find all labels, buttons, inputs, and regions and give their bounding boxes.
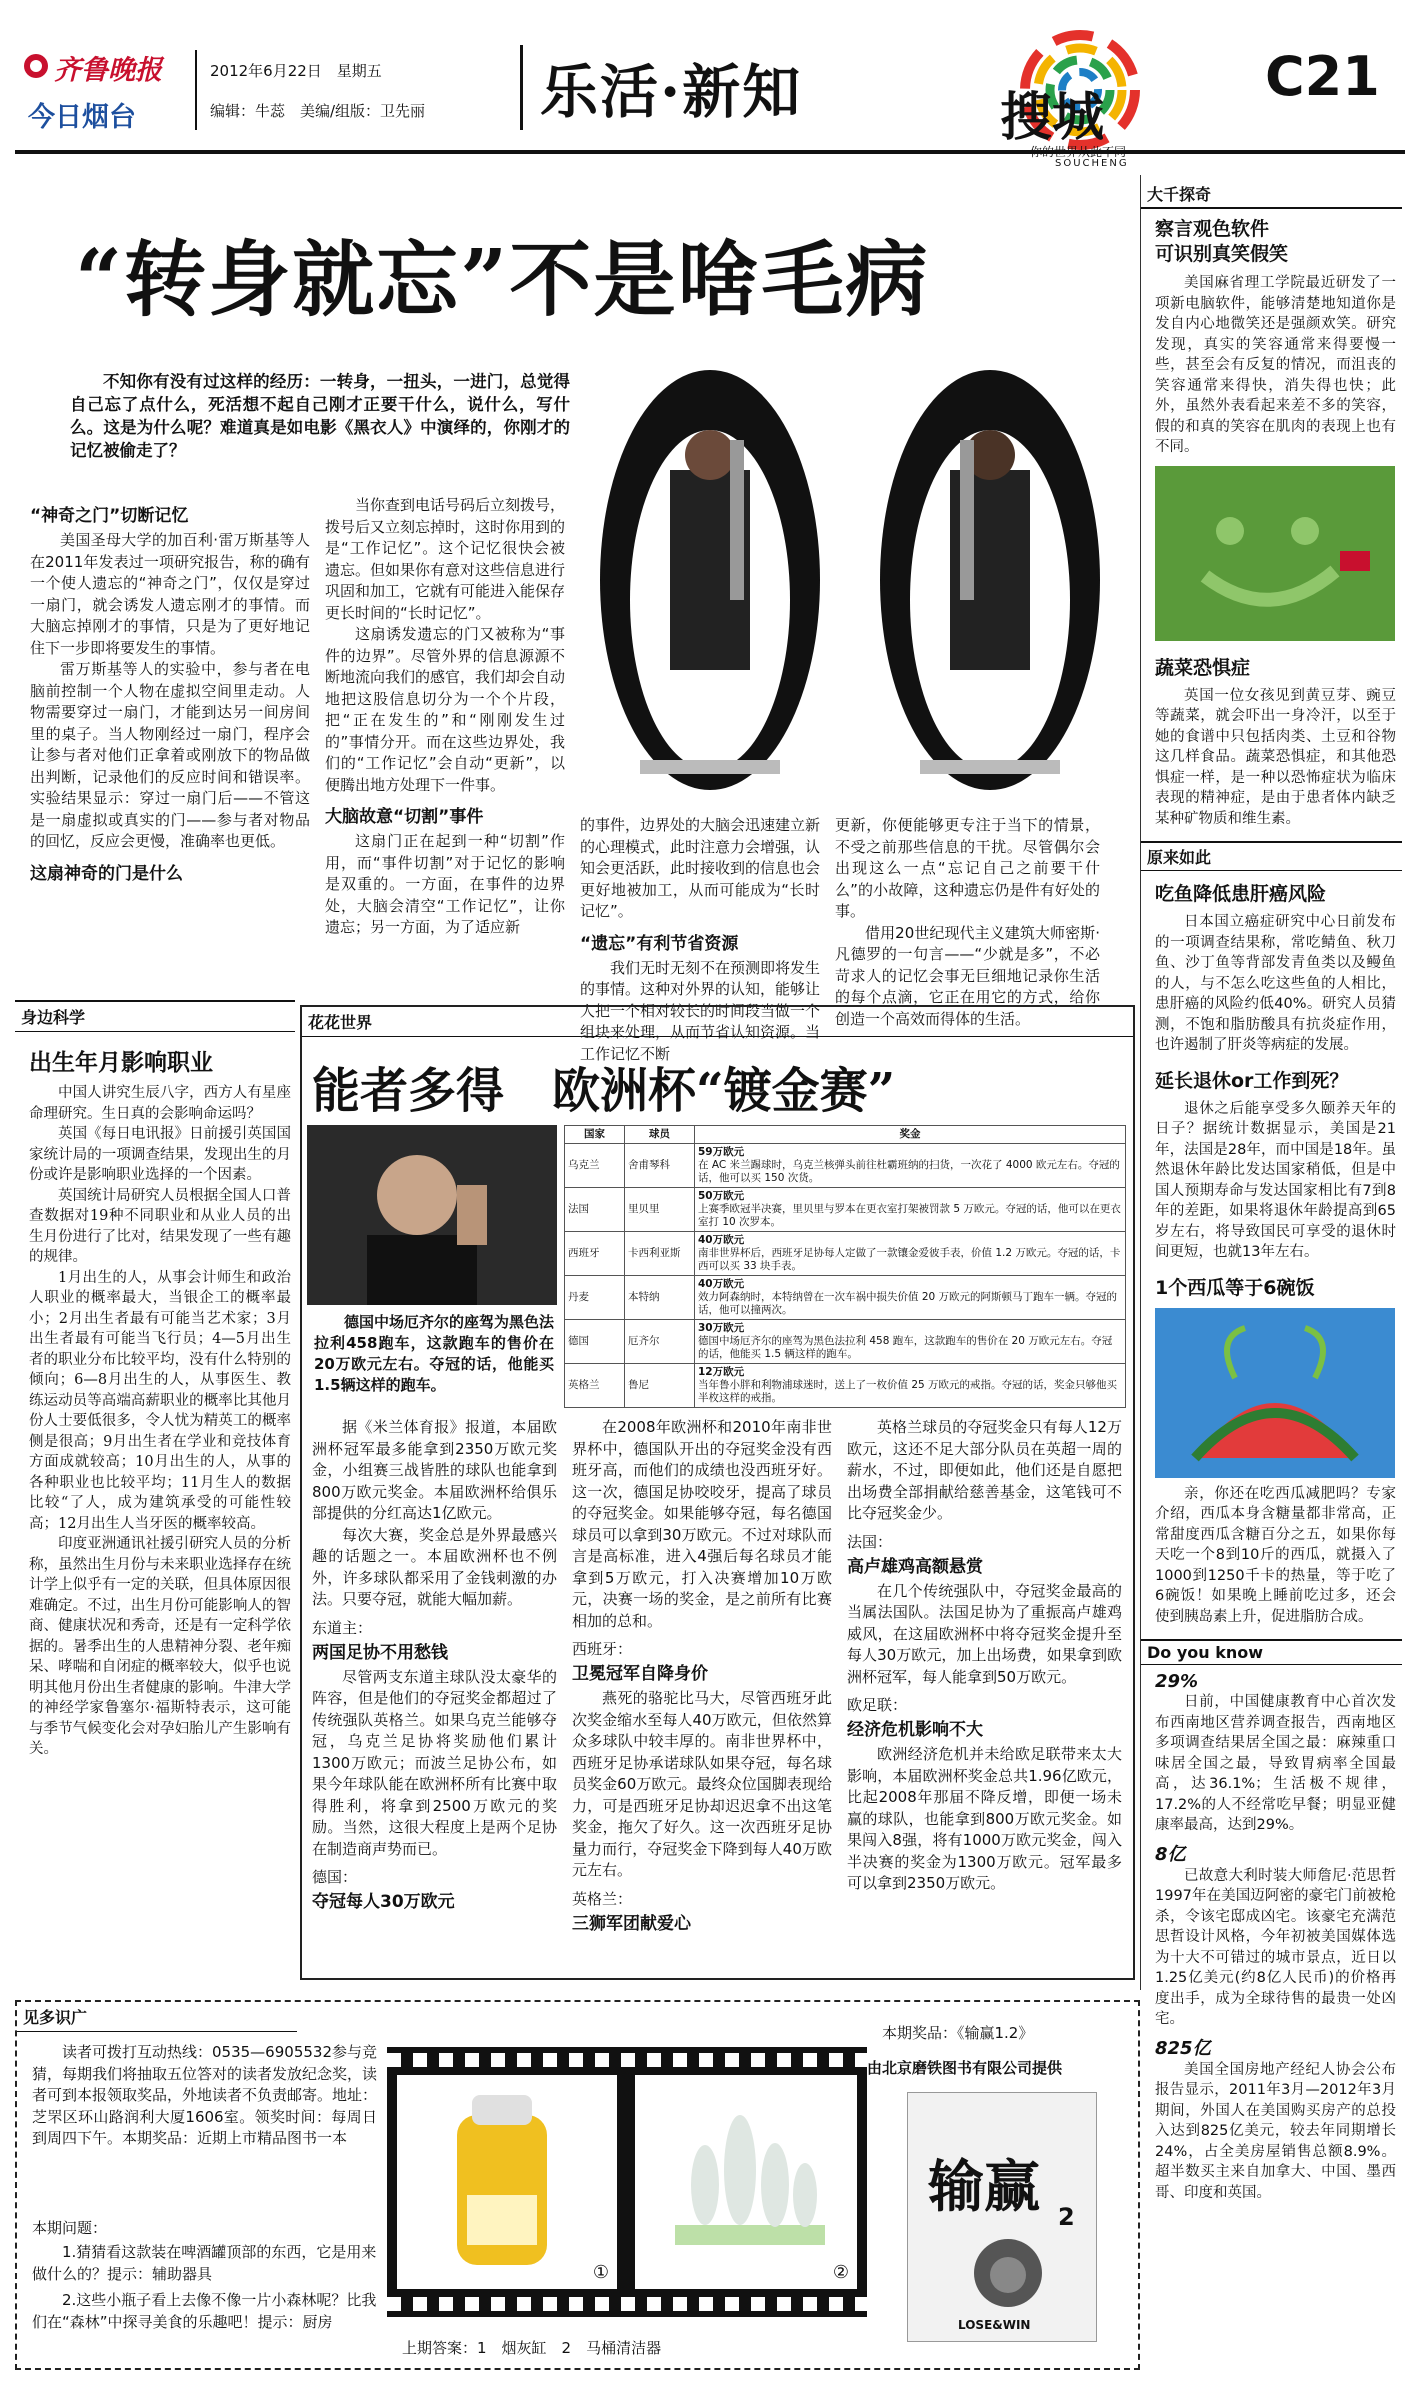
cell-player: 里贝里 bbox=[625, 1188, 695, 1232]
subhead-kicker: 德国： bbox=[312, 1868, 358, 1886]
paragraph: 我们无时无刻不在预测即将发生的事情。这种对外界的认知，能够让人把一个相对较长的时间段当做一个组块来处理，从而节省认知资源。当工作记忆不断 bbox=[580, 958, 821, 1063]
subhead-magic-door: “神奇之门”切断记忆 bbox=[30, 506, 189, 526]
section-label bbox=[17, 2002, 297, 2032]
table-row bbox=[565, 1276, 1126, 1320]
table-row bbox=[565, 1320, 1126, 1364]
subhead: 三狮军团献爱心 bbox=[572, 1913, 691, 1934]
table-header: 球员 bbox=[625, 1126, 695, 1144]
section-label-text: 花花世界 bbox=[308, 1013, 373, 1032]
paragraph: 在几个传统强队中，夺冠奖金最高的当属法国队。法国足协为了重振高卢雄鸡威风，在这届欧洲杯中将夺冠奖金提升至每人30万欧元，加上出场费，如果拿到欧洲杯冠军，每人能拿到50万欧元。 bbox=[847, 1581, 1122, 1686]
masthead-bottom-rule bbox=[15, 150, 1405, 154]
bonus-note: 当年鲁小胖和利物浦球迷时，送上了一枚价值 25 万欧元的戒指。夺冠的话，奖金只够他买半枚这样的戒指。 bbox=[698, 1379, 1118, 1404]
cell-country: 法国 bbox=[565, 1188, 625, 1232]
euro-col-3 bbox=[847, 1417, 1122, 1895]
issue-editors: 编辑：牛蕊 美编/组版：卫先丽 bbox=[210, 102, 426, 120]
section-title: 乐活·新知 bbox=[540, 58, 803, 126]
cell-bonus bbox=[695, 1144, 1126, 1188]
subhead: 高卢雄鸡高额悬赏 bbox=[847, 1556, 983, 1577]
stat-number: 29% bbox=[1155, 1671, 1199, 1692]
prize-provider: 由北京磨铁图书有限公司提供 bbox=[867, 2059, 1063, 2077]
paragraph: 更新，你便能够更专注于当下的情景，不受之前那些信息的干扰。尽管偶尔会出现这么一点“忘记自己之前要干什么”的小故障，这种遗忘仍是件有好处的事。 bbox=[835, 816, 1100, 920]
bonus-amount: 12万欧元 bbox=[698, 1366, 745, 1378]
subhead: 两国足协不用愁钱 bbox=[312, 1642, 448, 1663]
bonus-amount: 30万欧元 bbox=[698, 1322, 745, 1334]
cell-bonus bbox=[695, 1188, 1126, 1232]
subhead-forget-saves: “遗忘”有利节省资源 bbox=[580, 933, 739, 954]
section-label-text: 原来如此 bbox=[1147, 848, 1212, 867]
subhead-brain-cut: 大脑故意“切割”事件 bbox=[325, 807, 484, 827]
bonus-amount: 59万欧元 bbox=[698, 1146, 745, 1158]
item-title: 1个西瓜等于6碗饭 bbox=[1155, 1276, 1315, 1299]
cell-player: 鲁尼 bbox=[625, 1364, 695, 1408]
cell-bonus bbox=[695, 1320, 1126, 1364]
table-header: 国家 bbox=[565, 1126, 625, 1144]
cell-bonus bbox=[695, 1232, 1126, 1276]
article-title: 出生年月影响职业 bbox=[29, 1050, 213, 1076]
lion-icon bbox=[968, 2233, 1048, 2313]
paragraph: 退休之后能享受多久颐养天年的日子？据统计数据显示，美国是21年，法国是28年，而中国是18年。虽然退休年龄比发达国家稍低，但是中国人预期寿命与发达国家相比有7到8年的差距，如果将退休年龄提高到65岁左右，将导致国民可享受的退休时间更短，也就13年左右。 bbox=[1155, 1100, 1396, 1260]
subhead-kicker: 欧足联： bbox=[847, 1696, 908, 1714]
subhead-kicker: 东道主： bbox=[312, 1618, 373, 1637]
cell-player: 舍甫琴科 bbox=[625, 1144, 695, 1188]
paragraph: 据《米兰体育报》报道，本届欧洲杯冠军最多能拿到2350万欧元奖金，小组赛三战皆胜的球队也能拿到800万欧元奖金。本届欧洲杯给俱乐部提供的分红高达1亿欧元。 bbox=[312, 1418, 557, 1522]
brand-name: 搜城 bbox=[1000, 88, 1105, 148]
film-holes-bottom bbox=[387, 2297, 867, 2311]
paper-logo bbox=[22, 48, 192, 88]
page-number: C21 bbox=[1265, 45, 1380, 108]
table-row bbox=[565, 1364, 1126, 1408]
cell-player: 卡西利亚斯 bbox=[625, 1232, 695, 1276]
ozil-photo bbox=[307, 1125, 557, 1305]
section-label-text: 见多识广 bbox=[23, 2008, 88, 2027]
paragraph: 欧洲经济危机并未给欧足联带来太大影响，本届欧洲杯奖金总共1.96亿欧元，比起2008年那届不降反增，即便一场未赢的球队，也能拿到800万欧元奖金。如果闯入8强，将有1000万欧元奖金，闯入半决赛的奖金为1300万欧元。冠军最多可以拿到2350万欧元。 bbox=[847, 1745, 1122, 1892]
book-title: 输赢 bbox=[928, 2154, 1040, 2220]
cell-country: 丹麦 bbox=[565, 1276, 625, 1320]
bonus-note: 效力阿森纳时，本特纳曾在一次车祸中损失价值 20 万欧元的阿斯顿马丁跑车一辆。夺冠的话，他可以撞两次。 bbox=[698, 1291, 1118, 1316]
main-col-4 bbox=[835, 815, 1100, 1030]
masthead-rule bbox=[195, 50, 197, 130]
bonus-amount: 50万欧元 bbox=[698, 1190, 745, 1202]
player-portrait-icon bbox=[307, 1125, 557, 1305]
subhead: 卫冕冠军自降身价 bbox=[572, 1664, 708, 1684]
paragraph: 日前，中国健康教育中心首次发布西南地区营养调查报告，西南地区多项调查结果居全国之最：麻辣重口味居全国之最，导致胃病率全国最高，达36.1%；生活极不规律，17.2%的人不经常吃早餐；明显亚健康率最高，达到29%。 bbox=[1155, 1694, 1396, 1833]
quiz-frame-2 bbox=[635, 2075, 857, 2289]
bonus-amount: 40万欧元 bbox=[698, 1278, 745, 1290]
ozil-caption: 德国中场厄齐尔的座驾为黑色法拉利458跑车，这款跑车的售价在20万欧元左右。夺冠的话，他能买1.5辆这样的跑车。 bbox=[314, 1313, 555, 1394]
paper-name: 齐鲁晚报 bbox=[54, 55, 162, 86]
paragraph: 亲，你还在吃西瓜减肥吗？专家介绍，西瓜本身含糖量都非常高，正常甜度西瓜含糖百分之五，如果你每天吃一个8到10斤的西瓜，就摄入了1000到1250千卡的热量，等于吃了6碗饭！如果晚上睡前吃过多，还会使到胰岛素上升，促进脂肪合成。 bbox=[1155, 1485, 1396, 1625]
quiz-intro: 读者可拨打互动热线：0535—6905532参与竞猜，每期我们将抽取五位答对的读者发放纪念奖，读者可到本报领取奖品，外地读者不负责邮寄。地址：芝罘区环山路润利大厦1606室。领奖时间：每周日到周四下午。本期奖品：近期上市精品图书一本 bbox=[32, 2043, 378, 2147]
bonus-amount: 40万欧元 bbox=[698, 1234, 745, 1246]
lead-paragraph: 不知你有没有过这样的经历：一转身，一扭头，一进门，总觉得自己忘了点什么，死活想不起自己刚才正要干什么，说什么，写什么。这是为什么呢？难道真是如电影《黑衣人》中演绎的，你刚才的记忆被偷走了？ bbox=[70, 372, 570, 460]
edition-name: 今日烟台 bbox=[28, 102, 136, 133]
section-label-text: Do you know bbox=[1147, 1643, 1264, 1662]
film-holes-top bbox=[387, 2053, 867, 2067]
paragraph: 燕死的骆驼比马大，尽管西班牙此次奖金缩水至每人40万欧元，但依然算众多球队中较丰厚的。南非世界杯中，西班牙足协承诺球队如果夺冠，每名球员奖金60万欧元。最终众位国脚表现给力，可是西班牙足协却迟迟拿不出这笔奖金，拖欠了好久。这一次西班牙足协量力而行，夺冠奖金下降到每人40万欧元左右。 bbox=[572, 1689, 832, 1879]
section-label-text: 大千探奇 bbox=[1147, 185, 1212, 204]
paragraph: 这扇诱发遗忘的门又被称为“事件的边界”。尽管外界的信息源源不断地流向我们的感官，我们却会自动地把这股信息切分为一个个片段，把“正在发生的”和“刚刚发生过的”事情分开。而在这些边界处，我们的“工作记忆”会自动“更新”，以便腾出地方处理下一件事。 bbox=[325, 625, 566, 794]
book-number: 2 bbox=[1058, 2203, 1075, 2231]
right-sidebar bbox=[1140, 175, 1402, 2201]
table-row bbox=[565, 1188, 1126, 1232]
cell-player: 本特纳 bbox=[625, 1276, 695, 1320]
quiz-box bbox=[15, 2000, 1140, 2370]
paragraph: 印度亚洲通讯社援引研究人员的分析称，虽然出生月份与未来职业选择存在统计学上似乎有一定的关联，但具体原因很难确定。不过，出生月份可能影响人的智商、健康状况和秀奇，还是有一定科学依据的。暑季出生的人患精神分裂、老年痴呆、哮喘和自闭症的概率较大，似乎也说明其他月份出生者健康的影响。牛津大学的神经学家鲁塞尔·福斯特表示，这可能与季节气候变化会对孕妇胎儿产生影响有关。 bbox=[29, 1536, 291, 1757]
paragraph: 借用20世纪现代主义建筑大师密斯·凡德罗的一句言——“少就是多”，不必苛求人的记忆会事无巨细地记录你生活的每个点滴，它正在用它的方式，给你创造一个高效而得体的生活。 bbox=[835, 923, 1100, 1028]
paragraph: 尽管两支东道主球队没太豪华的阵容，但是他们的夺冠奖金都超过了传统强队英格兰。如果乌克兰能够夺冠，乌克兰足协将奖励他们累计1300万欧元；而波兰足协公布，如果今年球队能在欧洲杯所有比赛中取得胜利，将拿到2500万欧元的奖励。当然，这很大程度上是两个足协在制造商声势而已。 bbox=[312, 1667, 557, 1858]
section-label-text: 身边科学 bbox=[21, 1008, 86, 1027]
cell-country: 德国 bbox=[565, 1320, 625, 1364]
table-row bbox=[565, 1232, 1126, 1276]
mib-photo bbox=[580, 330, 1120, 810]
paragraph: 1月出生的人，从事会计师生和政治人职业的概率最大，当银企工的概率最小；2月出生者最有可能当艺术家；3月出生者最有可能当飞行员；4—5月出生者的职业分布比较平均，没有什么特别的倾向；6—8月出生的人，从事医生、教练运动员等高端高薪职业的概率比其他月份人士要低很多，令人忧为精英工的概率侧是很高；9月出生者在学业和竞技体育方面成就较高；10月出生的人，从事的各种职业也比较平均；11月生人的数据比较“了人，成为建筑承受的可能性较高；12月出生人当牙医的概率较高。 bbox=[29, 1269, 291, 1532]
table-header: 奖金 bbox=[695, 1126, 1126, 1144]
cell-player: 厄齐尔 bbox=[625, 1320, 695, 1364]
subhead-kicker: 英格兰： bbox=[572, 1889, 633, 1908]
film-strip bbox=[387, 2047, 867, 2317]
bottle-forest-icon bbox=[635, 2075, 857, 2289]
paragraph: 每次大赛，奖金总是外界最感兴趣的话题之一。本届欧洲杯也不例外，许多球队都采用了金钱刺激的办法。只要夺冠，就能大幅加薪。 bbox=[312, 1525, 557, 1608]
section-label bbox=[1141, 180, 1402, 209]
item-title: 延长退休or工作到死？ bbox=[1155, 1069, 1349, 1092]
smiley-lawn-icon bbox=[1155, 466, 1395, 641]
section-label bbox=[15, 1000, 295, 1032]
lawn-smiley-photo bbox=[1155, 466, 1395, 641]
paragraph: 的事件，边界处的大脑会迅速建立新的心理模式，此时注意力会增强，认知会更活跃，此时接收到的信息也会更好地被加工，从而可能成为“长时记忆”。 bbox=[580, 816, 821, 920]
issue-date: 2012年6月22日 星期五 bbox=[210, 62, 382, 80]
cell-bonus bbox=[695, 1364, 1126, 1408]
subhead-kicker: 法国： bbox=[847, 1532, 893, 1551]
cell-bonus bbox=[695, 1276, 1126, 1320]
paragraph: 日本国立癌症研究中心日前发布的一项调查结果称，常吃鲭鱼、秋刀鱼、沙丁鱼等背部发青鱼类以及鳗鱼的人，与不怎么吃这些鱼的人相比，患肝癌的风险约低40%。研究人员猜测，不饱和脂肪酸具有抗炎症作用，也许遏制了肝炎等病症的发展。 bbox=[1155, 914, 1396, 1053]
bonus-note: 上赛季欧冠半决赛，里贝里与罗本在更衣室打架被罚款 5 万欧元。夺冠的话，他可以在更衣室打 10 次罗本。 bbox=[698, 1203, 1121, 1228]
beer-can-gadget-icon bbox=[397, 2075, 617, 2289]
bonus-table bbox=[564, 1125, 1126, 1408]
item-title: 吃鱼降低患肝癌风险 bbox=[1155, 883, 1327, 905]
quiz-frame-1 bbox=[397, 2075, 617, 2289]
section-label bbox=[1141, 1639, 1402, 1665]
paragraph: 雷万斯基等人的实验中，参与者在电脑前控制一个人物在虚拟空间里走动。人物需要穿过一扇门，才能到达另一间房间里的桌子。当人物刚经过一扇门，程序会让参与者对他们正拿着或刚放下的物品做出判断，记录他们的反应时间和错误率。实验结果显示：穿过一扇门后——不管这是一扇虚拟或真实的门——参与者对物品的回忆，反应会更慢，准确率也更低。 bbox=[30, 660, 310, 850]
quiz-question-1: 1.猜猜看这款装在啤酒罐顶部的东西，它是用来做什么的？提示：辅助器具 bbox=[32, 2243, 377, 2283]
euro-col-1 bbox=[312, 1417, 557, 1916]
paragraph: 当你查到电话号码后立刻拨号，拨号后又立刻忘掉时，这时你用到的是“工作记忆”。这个记忆很快会被遗忘。但如果你有意对这些信息进行巩固和加工，它就有可能进入能保存更长时间的“长时记忆”。 bbox=[325, 496, 566, 622]
stat-number: 825亿 bbox=[1155, 2037, 1211, 2059]
masthead bbox=[0, 0, 1417, 175]
paragraph: 在2008年欧洲杯和2010年南非世界杯中，德国队开出的夺冠奖金没有西班牙高，而他们的成绩也没西班牙好。这一次，德国足协咬咬牙，提高了球员的夺冠奖金。如果能够夺冠，每名德国球员可以拿到30万欧元。不过对球队而言是高标准，进入4强后每名球员才能拿到5万欧元，打入决赛增加10万欧元，决赛一场的奖金，是之前所有比赛相加的总和。 bbox=[572, 1418, 832, 1630]
paragraph: 美国麻省理工学院最近研发了一项新电脑软件，能够清楚地知道你是发自内心地微笑还是强颜欢笑。研究发现，真实的笑容通常来得要慢一些，甚至会有反复的情况，而沮丧的笑容通常来得快，消失得也快；此外，虽然外表看起来差不多的笑容，假的和真的笑容在肌肉的表现上也有不同。 bbox=[1155, 275, 1396, 455]
book-en-title: LOSE&WIN bbox=[958, 2318, 1031, 2332]
last-answer: 上期答案：1 烟灰缸 2 马桶清洁器 bbox=[402, 2339, 662, 2357]
cell-country: 乌克兰 bbox=[565, 1144, 625, 1188]
prize-label: 本期奖品：《输赢1.2》 bbox=[882, 2024, 1034, 2042]
headline: “转身就忘”不是啥毛病 bbox=[75, 232, 930, 328]
subhead-kicker: 西班牙： bbox=[572, 1640, 633, 1658]
paragraph: 英国一位女孩见到黄豆芽、豌豆等蔬菜，就会吓出一身冷汗，以至于她的食谱中只包括肉类、土豆和谷物这几样食品。蔬菜恐惧症，和其他恐惧症一样，是一种以恐怖症状为临床表现的精神症，是由于患者体内缺乏某种矿物质和维生素。 bbox=[1155, 687, 1396, 827]
item-title: 蔬菜恐惧症 bbox=[1155, 656, 1251, 679]
paragraph: 美国圣母大学的加百利·雷万斯基等人在2011年发表过一项研究报告，称的确有一个使人遗忘的“神奇之门”，仅仅是穿过一扇门，就会诱发人遗忘刚才的事情。而大脑忘掉刚才的事情，只是为了更好地记住下一步即将要发生的事情。 bbox=[30, 531, 310, 657]
bonus-note: 德国中场厄齐尔的座驾为黑色法拉利 458 跑车，这款跑车的售价在 20 万欧元左右。夺冠的话，他能买 1.5 辆这样的跑车。 bbox=[698, 1335, 1113, 1360]
paragraph: 英格兰球员的夺冠奖金只有每人12万欧元，这还不足大部分队员在英超一周的薪水，不过，即便如此，他们还是自愿把出场费全部捐献给慈善基金，这笔钱可不比夺冠奖金少。 bbox=[847, 1418, 1122, 1522]
left-sidebar bbox=[15, 1000, 295, 1990]
agents-in-egg-chairs-icon bbox=[580, 330, 1120, 810]
book-cover bbox=[907, 2092, 1097, 2342]
euro-title: 能者多得 欧洲杯“镀金赛” bbox=[312, 1063, 896, 1119]
bonus-note: 南非世界杯后，西班牙足协每人定做了一款镶金爱彼手表，价值 1.2 万欧元。夺冠的话，卡西可以买 33 块手表。 bbox=[698, 1247, 1121, 1272]
subhead: 夺冠每人30万欧元 bbox=[312, 1892, 455, 1912]
paragraph: 已故意大利时装大师詹尼·范思哲1997年在美国迈阿密的豪宅门前被枪杀，令该宅邸成凶宅。该豪宅充满范思哲设计风格，今年初被美国媒体选为十大不可错过的城市景点，近日以1.25亿美元(约8亿人民币)的价格再度出手，成为全球待售的最贵一处凶宅。 bbox=[1155, 1867, 1396, 2027]
paragraph: 英国《每日电讯报》日前援引英国国家统计局的一项调查结果，发现出生的月份或许是影响职业选择的一个因素。 bbox=[29, 1126, 291, 1183]
masthead-rule-2 bbox=[520, 45, 523, 130]
paragraph: 英国统计局研究人员根据全国人口普查数据对19种不同职业和从业人员的出生月份进行了比对，结果发现了一些有趣的规律。 bbox=[29, 1187, 291, 1265]
cell-country: 英格兰 bbox=[565, 1364, 625, 1408]
stat-number: 8亿 bbox=[1155, 1843, 1186, 1865]
euro-box bbox=[300, 1005, 1135, 1980]
bonus-note: 在 AC 米兰踢球时，乌克兰核弹头前往杜霸班纳的扫货，一次花了 4000 欧元左右。夺冠的话，他可以买 150 次货。 bbox=[698, 1159, 1120, 1184]
frame-mark: ② bbox=[832, 2262, 849, 2283]
subhead: 经济危机影响不大 bbox=[847, 1720, 983, 1740]
brand-en: SOUCHENG bbox=[1055, 158, 1129, 169]
paragraph: 这扇门正在起到一种“切割”作用，而“事件切割”对于记忆的影响是双重的。一方面，在事件的边界处，大脑会清空“工作记忆”，让你遗忘；另一方面，为了适应新 bbox=[325, 832, 565, 936]
watermelon-icon bbox=[1155, 1308, 1395, 1478]
cell-country: 西班牙 bbox=[565, 1232, 625, 1276]
main-col-1 bbox=[30, 495, 310, 888]
euro-col-2 bbox=[572, 1417, 832, 1938]
watermelon-photo bbox=[1155, 1308, 1395, 1478]
main-col-2 bbox=[325, 495, 565, 939]
section-label bbox=[1141, 841, 1402, 871]
paragraph: 中国人讲究生辰八字，西方人有星座命理研究。生日真的会影响命运吗？ bbox=[29, 1085, 291, 1122]
item-title: 察言观色软件 可识别真笑假笑 bbox=[1155, 218, 1289, 265]
paragraph: 美国全国房地产经纪人协会公布报告显示，2011年3月—2012年3月期间，外国人在美国购买房产的总投入达到825亿美元，较去年同期增长24%，占全美房屋销售总额8.9%。超半数买主来自加拿大、中国、墨西哥、印度和英国。 bbox=[1155, 2061, 1396, 2201]
table-row bbox=[565, 1144, 1126, 1188]
subhead-what-door: 这扇神奇的门是什么 bbox=[30, 863, 183, 884]
quiz-question-2: 2.这些小瓶子看上去像不像一片小森林呢？比我们在“森林”中探寻美食的乐趣吧！提示：厨房 bbox=[32, 2291, 377, 2331]
section-label bbox=[302, 1007, 1133, 1037]
sun-logo-icon bbox=[22, 52, 50, 80]
frame-mark: ① bbox=[592, 2262, 609, 2283]
quiz-question-label: 本期问题： bbox=[32, 2219, 108, 2237]
